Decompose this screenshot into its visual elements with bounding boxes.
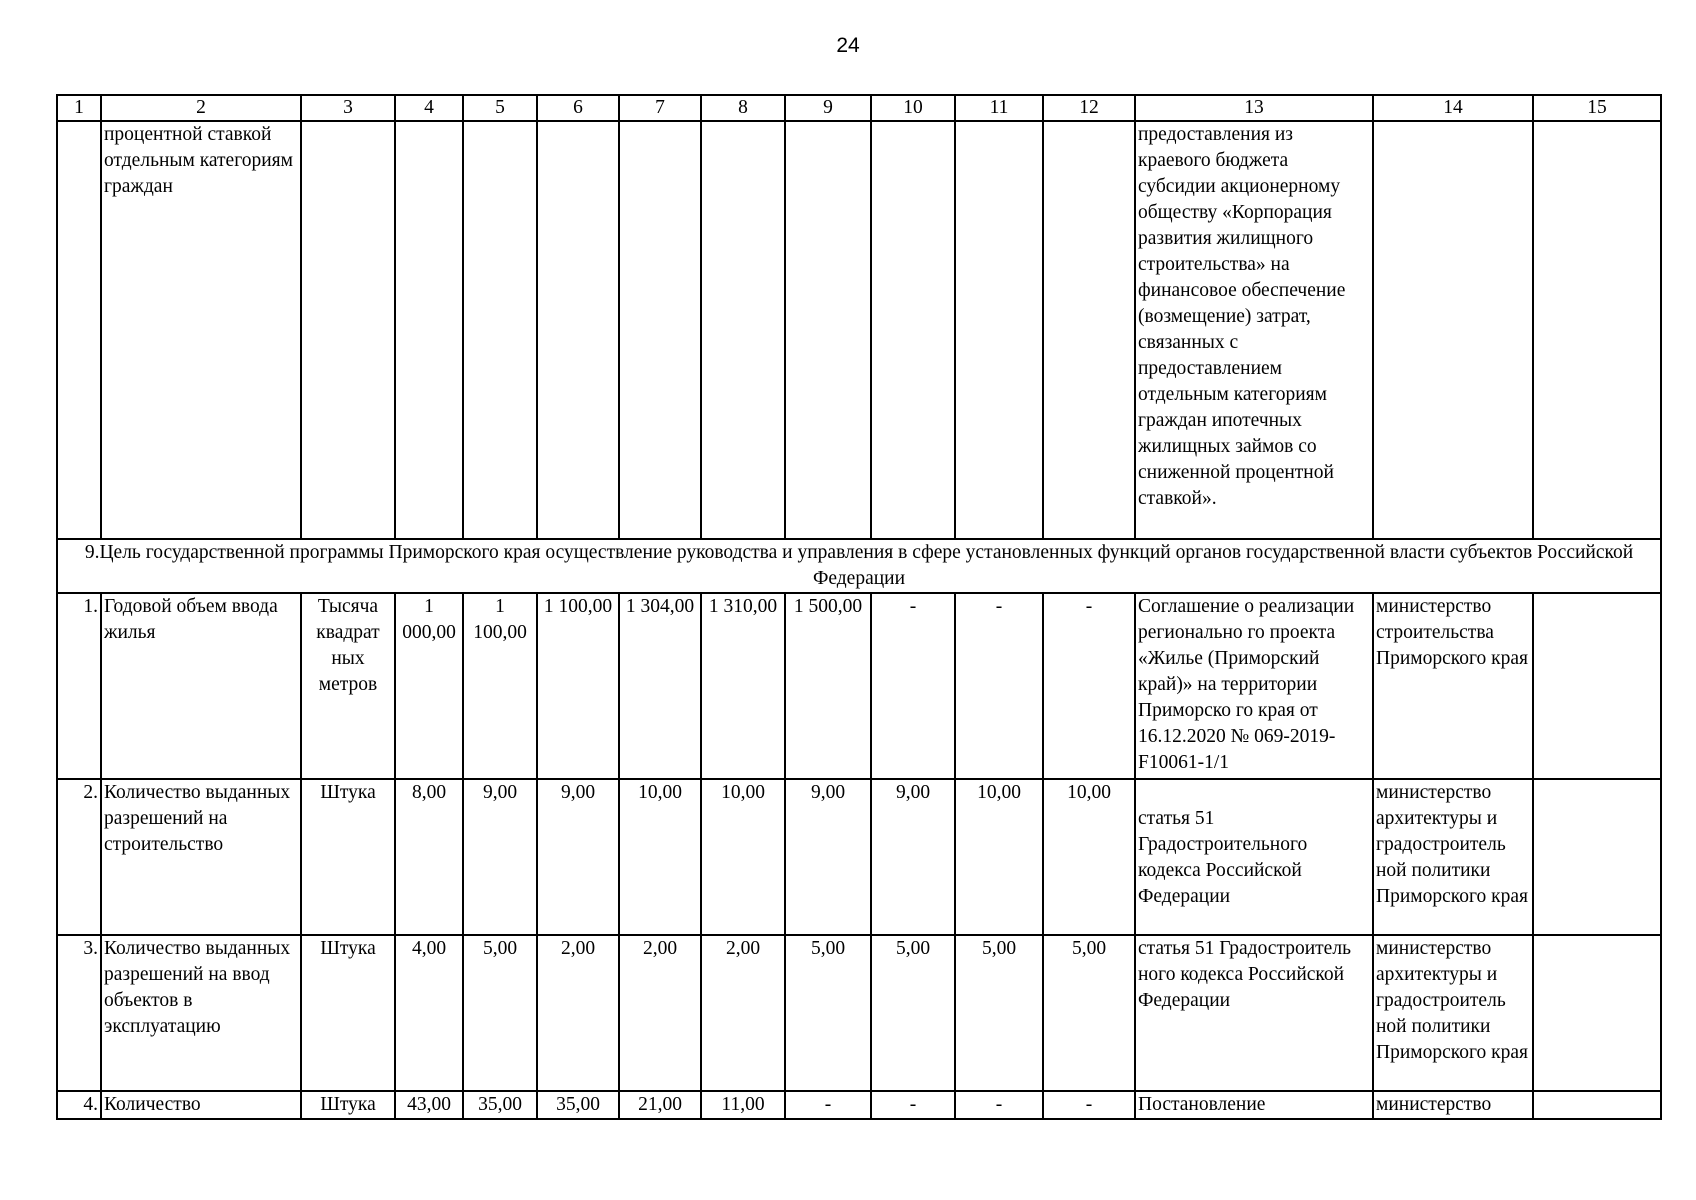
value-cell: 1 500,00 [785,593,871,779]
table-row [57,1091,1661,1119]
cell-empty [1533,1091,1661,1119]
value-cell: 43,00 [395,1091,463,1119]
value-cell: 4,00 [395,935,463,1091]
cell-empty [537,121,619,539]
cell-empty [1533,593,1661,779]
continuation-row [57,121,1661,539]
cell-empty [1533,121,1661,539]
cell-empty [619,121,701,539]
value-cell: 11,00 [701,1091,785,1119]
indicator-name: Количество выданных разрешений на ввод объектов в эксплуатацию [101,935,301,1091]
spacer [1138,780,1370,806]
col-header: 12 [1043,95,1135,121]
col-header: 11 [955,95,1043,121]
value-cell: - [871,1091,955,1119]
cell-empty [871,121,955,539]
basis-cell [1135,779,1373,935]
value-cell: 9,00 [871,779,955,935]
value-cell: 5,00 [1043,935,1135,1091]
indicator-name: Годовой объем ввода жилья [101,593,301,779]
responsible-text: министерство архитектуры и градостроитель ной политики Приморского края [1373,935,1533,1091]
value-cell: - [1043,593,1135,779]
value-cell: 10,00 [955,779,1043,935]
column-number-row [57,95,1661,121]
cell-empty [1043,121,1135,539]
value-cell: 5,00 [871,935,955,1091]
col-header: 10 [871,95,955,121]
col-header: 15 [1533,95,1661,121]
responsible-text: министерство [1373,1091,1533,1119]
col-header: 7 [619,95,701,121]
table-row [57,779,1661,935]
value-cell: 5,00 [785,935,871,1091]
value-cell: 35,00 [537,1091,619,1119]
col-header: 2 [101,95,301,121]
value-cell: 5,00 [463,935,537,1091]
col-header: 14 [1373,95,1533,121]
table-row [57,935,1661,1091]
value-cell: - [1043,1091,1135,1119]
value-cell: 1 304,00 [619,593,701,779]
indicator-name: процентной ставкой отдельным категориям граждан [101,121,301,539]
col-header: 5 [463,95,537,121]
col-header: 13 [1135,95,1373,121]
value-cell: 2,00 [701,935,785,1091]
value-cell: 1 310,00 [701,593,785,779]
cell-empty [785,121,871,539]
col-header: 8 [701,95,785,121]
page-number: 24 [836,34,860,57]
col-header: 9 [785,95,871,121]
col-header: 1 [57,95,101,121]
value-cell: - [871,593,955,779]
indicator-name: Количество выданных разрешений на строительство [101,779,301,935]
value-cell: 2,00 [537,935,619,1091]
indicators-table [56,94,1662,1120]
row-number: 3. [57,935,101,1091]
value-cell: 21,00 [619,1091,701,1119]
col-header: 4 [395,95,463,121]
goal-text: 9.Цель государственной программы Приморского края осуществление руководства и управления в сфере установленных функций органов государственной власти субъектов Российской Федерации [57,539,1661,593]
unit: Штука [301,1091,395,1119]
cell-empty [395,121,463,539]
value-cell: 10,00 [701,779,785,935]
responsible-text: министерство строительства Приморского края [1373,593,1533,779]
basis-text: Соглашение о реализации регионально го проекта «Жилье (Приморский край)» на территории Приморско го края от 16.12.2020 № 069-2019-F10061-1/1 [1135,593,1373,779]
basis-text: Постановление [1135,1091,1373,1119]
cell-empty [463,121,537,539]
value-cell: 10,00 [1043,779,1135,935]
value-cell: 1 000,00 [395,593,463,779]
value-cell: - [785,1091,871,1119]
row-number: 2. [57,779,101,935]
value-cell: 8,00 [395,779,463,935]
basis-text: статья 51 Градостроитель ного кодекса Российской Федерации [1135,935,1373,1091]
value-cell: 1 100,00 [463,593,537,779]
cell-empty [1533,779,1661,935]
row-number: 1. [57,593,101,779]
cell-empty [955,121,1043,539]
cell-empty [301,121,395,539]
unit: Штука [301,935,395,1091]
value-cell: 9,00 [463,779,537,935]
table-row [57,593,1661,779]
value-cell: - [955,593,1043,779]
value-cell: 1 100,00 [537,593,619,779]
value-cell: 10,00 [619,779,701,935]
goal-row [57,539,1661,593]
value-cell: 5,00 [955,935,1043,1091]
col-header: 6 [537,95,619,121]
value-cell: 35,00 [463,1091,537,1119]
col-header: 3 [301,95,395,121]
unit: Тысяча квадрат ных метров [301,593,395,779]
basis-text: предоставления из краевого бюджета субсидии акционерному обществу «Корпорация развития жилищного строительства» на финансовое обеспечение (возмещение) затрат, связанных с предоставлением отдельным категориям граждан ипотечных жилищных займов со сниженной процентной ставкой». [1135,121,1373,539]
unit: Штука [301,779,395,935]
row-number: 4. [57,1091,101,1119]
indicator-name: Количество [101,1091,301,1119]
responsible-text: министерство архитектуры и градостроитель ной политики Приморского края [1373,779,1533,935]
value-cell: 9,00 [785,779,871,935]
value-cell: 2,00 [619,935,701,1091]
basis-text: статья 51 Градостроительного кодекса Российской Федерации [1138,808,1308,907]
cell-empty [1533,935,1661,1091]
cell-empty [57,121,101,539]
value-cell: 9,00 [537,779,619,935]
value-cell: - [955,1091,1043,1119]
cell-empty [1373,121,1533,539]
cell-empty [701,121,785,539]
